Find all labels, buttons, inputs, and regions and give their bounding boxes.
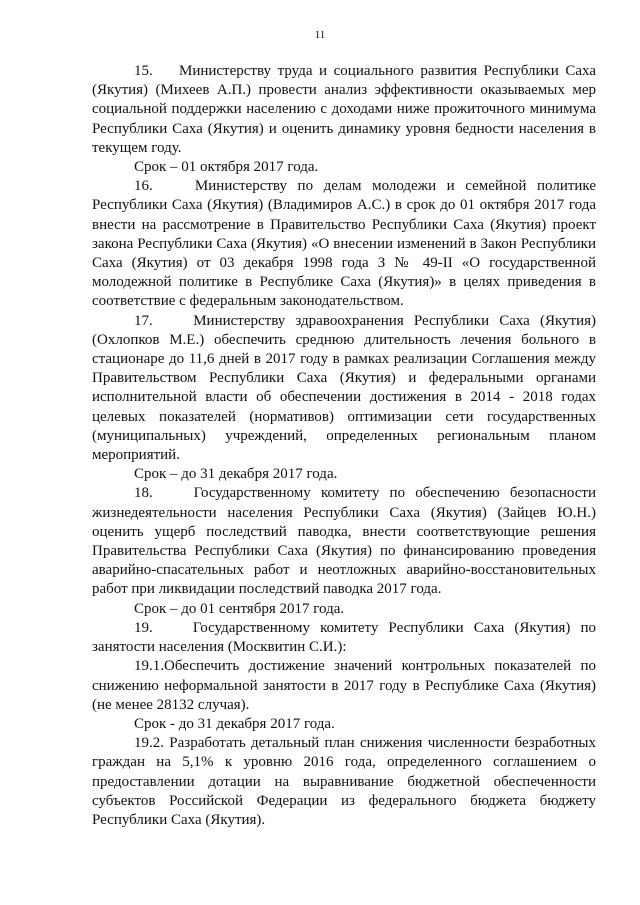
deadline-item-18: Срок – до 01 сентября 2017 года. <box>134 600 345 617</box>
paragraph-item-19-1: 19.1.Обеспечить достижение значений контрольных показателей по снижению неформальной занятости в 2017 году в Республике Саха (Якутия) (не менее 28132 случая). <box>92 658 596 713</box>
deadline-item-15: Срок – 01 октября 2017 года. <box>134 159 319 176</box>
paragraph-item-17: 17. Министерству здравоохранения Республики Саха (Якутия) (Охлопков М.Е.) обеспечить среднюю длительность лечения больного в стационаре до 11,6 дней в 2017 году в рамках реализации Соглашения между Правительством Республики Саха (Якутия) и федеральными органами исполнительной власти об обеспечении достижения в 2014 - 2018 годах целевых показателей (нормативов) оптимизации сети государственных (муниципальных) учреждений, определенных региональным планом мероприятий. <box>92 312 596 464</box>
page-number: 11 <box>314 29 326 41</box>
paragraph-item-19: 19. Государственному комитету Республики Саха (Якутия) по занятости населения (Москвитин С.И.): <box>92 619 596 656</box>
document-body <box>92 62 596 830</box>
paragraph-item-15: 15. Министерству труда и социального развития Республики Саха (Якутия) (Михеев А.П.) провести анализ эффективности оказываемых мер социальной поддержки населению с доходами ниже прожиточного минимума Республики Саха (Якутия) и оценить динамику уровня бедности населения в текущем году. <box>92 63 596 156</box>
paragraph-item-19-2: 19.2. Разработать детальный план снижения численности безработных граждан на 5,1% к уровню 2016 года, определенного соглашением о предоставлении дотации на выравнивание бюджетной обеспеченности субъектов Российской Федерации из федерального бюджета бюджету Республики Саха (Якутия). <box>92 735 596 828</box>
deadline-item-19-1: Срок - до 31 декабря 2017 года. <box>134 715 335 732</box>
deadline-item-17: Срок – до 31 декабря 2017 года. <box>134 466 338 483</box>
paragraph-item-16: 16. Министерству по делам молодежи и семейной политике Республики Саха (Якутия) (Владимиров А.С.) в срок до 01 октября 2017 года внести на рассмотрение в Правительство Республики Саха (Якутия) проект закона Республики Саха (Якутия) «О внесении изменений в Закон Республики Саха (Якутия) от 03 декабря 1998 года З № 49-II «О государственной молодежной политике в Республике Саха (Якутия)» в целях приведения в соответствие с федеральным законодательством. <box>92 178 596 310</box>
paragraph-item-18: 18. Государственному комитету по обеспечению безопасности жизнедеятельности населения Республики Саха (Якутия) (Зайцев Ю.Н.) оценить ущерб последствий паводка, внести соответствующие решения Правительства Республики Саха (Якутия) по финансированию проведения аварийно-спасательных работ и неотложных аварийно-восстановительных работ при ликвидации последствий паводка 2017 года. <box>92 485 596 598</box>
